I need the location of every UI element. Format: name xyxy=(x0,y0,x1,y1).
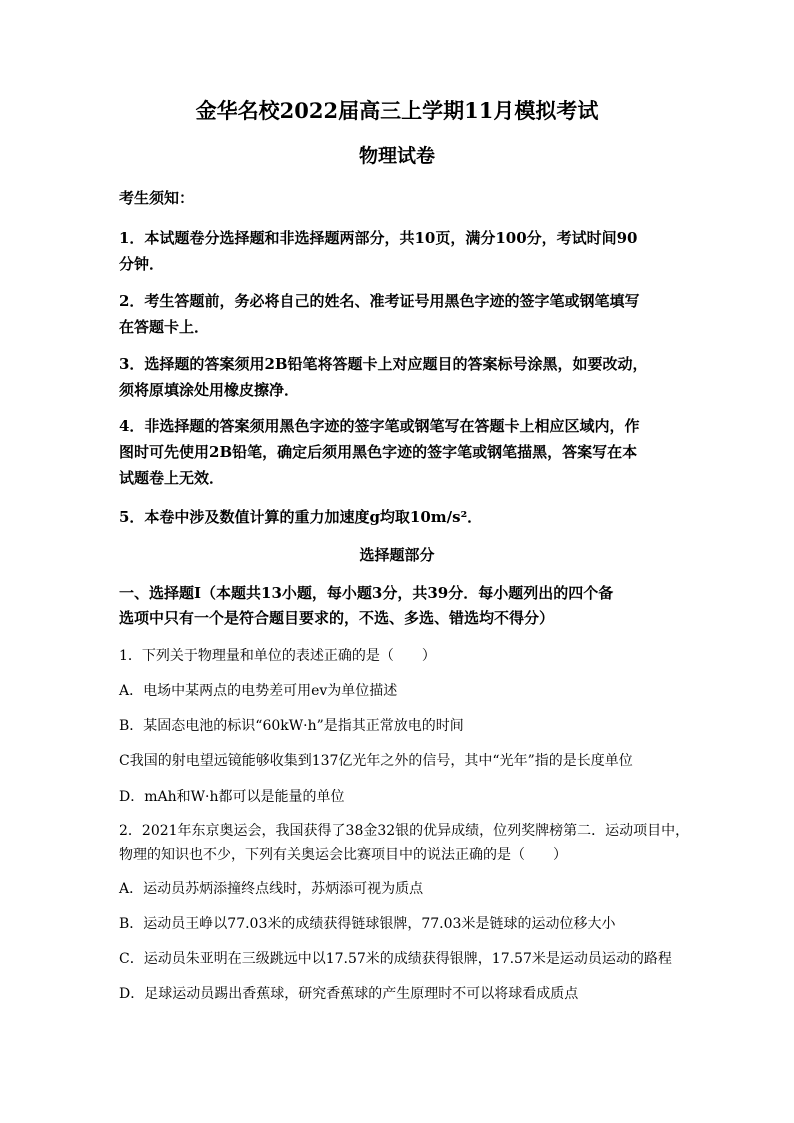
section-heading: 选择题部分 xyxy=(359,546,435,564)
question-2-option-c: C．运动员朱亚明在三级跳远中以17.57米的成绩获得银牌，17.57米是运动员运动的路程 xyxy=(119,951,672,967)
question-1-option-d: D．mAh和W·h都可以是能量的单位 xyxy=(119,789,345,805)
question-1-stem: 1．下列关于物理量和单位的表述正确的是（ ） xyxy=(119,648,436,664)
notice-item-4-line-1: 4．非选择题的答案须用黑色字迹的签字笔或钢笔写在答题卡上相应区域内，作 xyxy=(119,417,640,435)
notice-item-2-line-2: 在答题卡上． xyxy=(119,318,210,336)
part-title-line-1: 一、选择题Ⅰ（本题共13小题，每小题3分，共39分．每小题列出的四个备 xyxy=(119,584,614,602)
question-2-option-a: A．运动员苏炳添撞终点线时，苏炳添可视为质点 xyxy=(119,881,424,897)
notice-item-3-line-1: 3．选择题的答案须用2B铅笔将答题卡上对应题目的答案标号涂黑，如要改动， xyxy=(119,355,648,373)
question-2-stem-line-1: 2．2021年东京奥运会，我国获得了38金32银的优异成绩，位列奖牌榜第二．运动项目中， xyxy=(119,823,690,839)
notice-item-3-line-2: 须将原填涂处用橡皮擦净． xyxy=(119,381,300,399)
question-1-option-c: C我国的射电望远镜能够收集到137亿光年之外的信号，其中“光年”指的是长度单位 xyxy=(119,753,633,769)
question-1-option-a: A．电场中某两点的电势差可用ev为单位描述 xyxy=(119,683,398,699)
notice-item-4-line-2: 图时可先使用2B铅笔，确定后须用黑色字迹的签字笔或钢笔描黑，答案写在本 xyxy=(119,443,638,461)
exam-title: 金华名校2022届高三上学期11月模拟考试 xyxy=(195,98,599,123)
exam-subtitle: 物理试卷 xyxy=(358,145,435,167)
notice-item-1-line-2: 分钟． xyxy=(119,255,165,273)
question-2-stem-line-2: 物理的知识也不少，下列有关奥运会比赛项目中的说法正确的是（ ） xyxy=(119,847,567,863)
notice-heading: 考生须知： xyxy=(119,189,195,207)
question-2-option-d: D．足球运动员踢出香蕉球，研究香蕉球的产生原理时不可以将球看成质点 xyxy=(119,986,579,1002)
question-2-option-b: B．运动员王峥以77.03米的成绩获得链球银牌，77.03米是链球的运动位移大小 xyxy=(119,916,616,932)
part-title-line-2: 选项中只有一个是符合题目要求的，不选、多选、错选均不得分） xyxy=(119,609,555,627)
question-1-option-b: B．某固态电池的标识“60kW·h”是指其正常放电的时间 xyxy=(119,718,464,734)
notice-item-4-line-3: 试题卷上无效． xyxy=(119,469,225,487)
notice-item-2-line-1: 2．考生答题前，务必将自己的姓名、准考证号用黑色字迹的签字笔或钢笔填写 xyxy=(119,292,640,310)
notice-item-5: 5．本卷中涉及数值计算的重力加速度g均取10m/s²． xyxy=(119,508,483,526)
notice-item-1-line-1: 1．本试题卷分选择题和非选择题两部分，共10页，满分100分，考试时间90 xyxy=(119,229,638,247)
